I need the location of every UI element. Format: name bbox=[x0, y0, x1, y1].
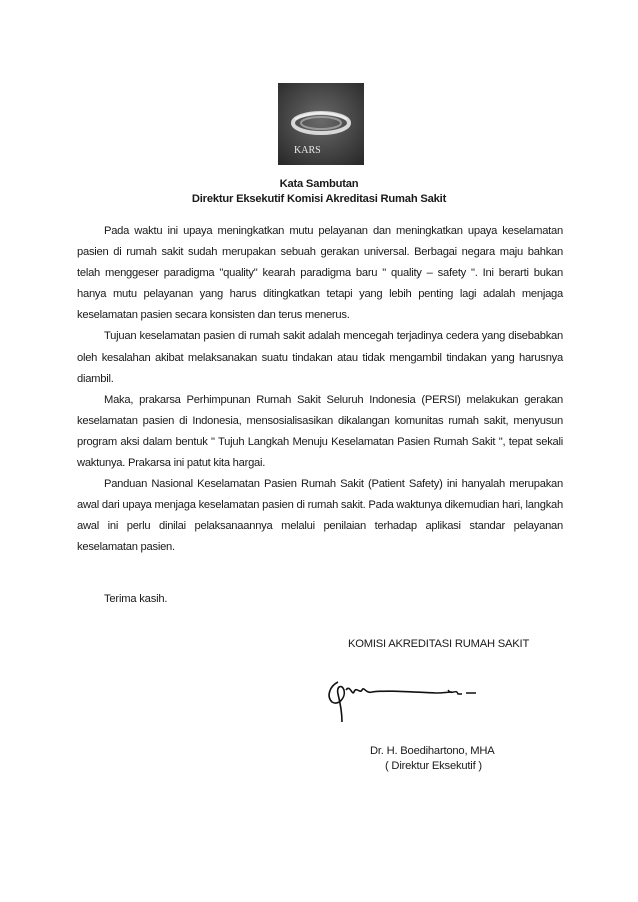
paragraph: Tujuan keselamatan pasien di rumah sakit adalah mencegah terjadinya cedera yang disebabkan oleh kesalahan akibat melaksanakan suatu tindakan atau tidak mengambil tindakan yang harusnya diambil. bbox=[77, 330, 563, 385]
paragraph: Panduan Nasional Keselamatan Pasien Rumah Sakit (Patient Safety) ini hanyalah merupakan awal dari upaya menjaga keselamatan pasien di rumah sakit. Pada waktunya dikemudian hari, langkah awal ini perlu dinilai pelaksanaannya melalui penilaian terhadap aplikasi standar pelayanan keselamatan pasien. bbox=[77, 478, 563, 554]
organization-name: KOMISI AKREDITASI RUMAH SAKIT bbox=[348, 638, 530, 650]
kars-logo bbox=[278, 83, 364, 165]
signature bbox=[316, 668, 486, 724]
greeting-title: Kata Sambutan bbox=[279, 178, 359, 190]
paragraph: Maka, prakarsa Perhimpunan Rumah Sakit Seluruh Indonesia (PERSI) melakukan gerakan keselamatan pasien di Indonesia, mensosialisasikan dikalangan komunitas rumah sakit, menyusun program aksi dalam bentuk " Tujuh Langkah Menuju Keselamatan Pasien Rumah Sakit ", tepat sekali waktunya. Prakarsa ini patut kita hargai. bbox=[77, 393, 563, 470]
greeting-subtitle: Direktur Eksekutif Komisi Akreditasi Rumah Sakit bbox=[191, 193, 447, 205]
signer-name: Dr. H. Boedihartono, MHA bbox=[370, 745, 495, 757]
signer-title: ( Direktur Eksekutif ) bbox=[385, 760, 482, 772]
closing-remark: Terima kasih. bbox=[104, 593, 168, 605]
svg-text:KARS: KARS bbox=[294, 145, 321, 156]
letter-body bbox=[77, 221, 563, 559]
paragraph: Pada waktu ini upaya meningkatkan mutu pelayanan dan meningkatkan upaya keselamatan pasien di rumah sakit sudah merupakan sebuah gerakan universal. Berbagai negara maju bahkan telah menggeser paradigma "quality" kearah paradigma baru " quality – safety ". Ini berarti bukan hanya mutu pelayanan yang harus ditingkatkan tetapi yang lebih penting lagi adalah menjaga keselamatan pasien secara konsisten dan terus menerus. bbox=[77, 225, 563, 322]
